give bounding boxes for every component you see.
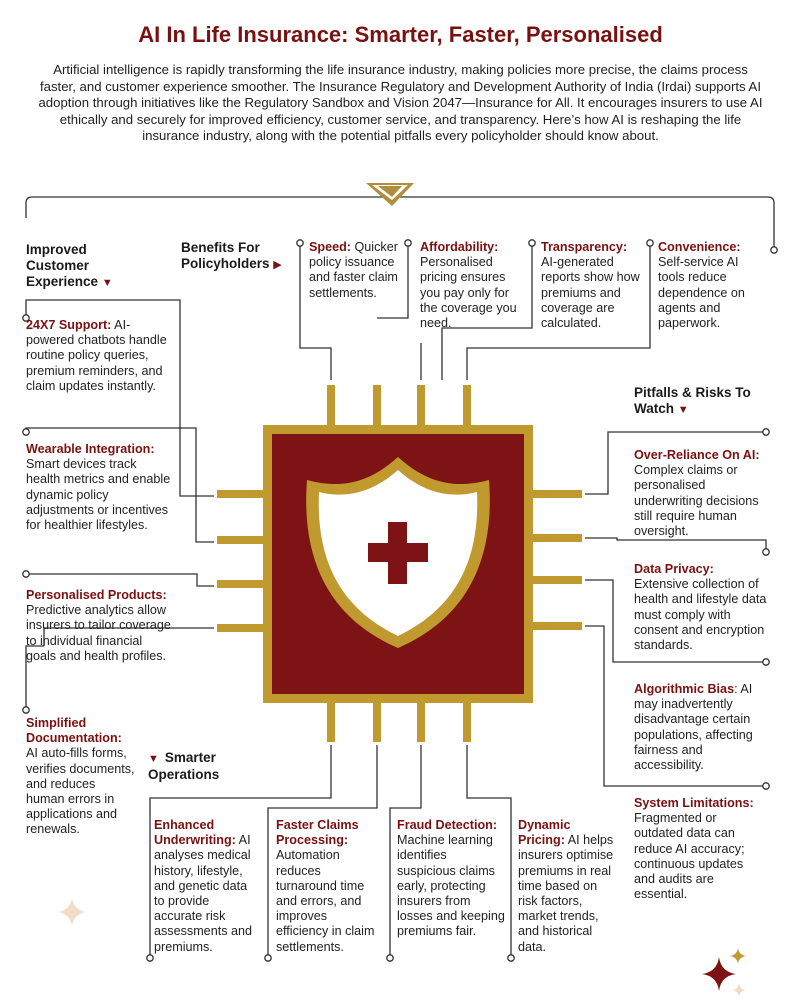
operation-pricing: Dynamic Pricing: AI helps insurers optimise premiums in real time based on risk factors, market trends, and historical data. xyxy=(518,818,614,954)
pitfall-algorithmic-bias: Algorithmic Bias: AI may inadvertently disadvantage certain populations, affecting fairness and accessibility. xyxy=(634,682,753,773)
customer-experience-heading: Improved Customer Experience ▼ xyxy=(26,242,113,289)
operation-fraud: Fraud Detection: Machine learning identifies suspicious claims early, protecting insurers from losses and keeping premiums fair. xyxy=(397,818,505,939)
page-title: AI In Life Insurance: Smarter, Faster, Personalised xyxy=(138,22,663,47)
benefit-convenience: Convenience: Self-service AI tools reduce dependence on agents and paperwork. xyxy=(658,240,745,331)
operation-underwriting: Enhanced Underwriting: AI analyses medical history, lifestyle, and genetic data to provide accurate risk assessments and premiums. xyxy=(154,818,253,954)
customer-wearable: Wearable Integration: Smart devices track health metrics and enable dynamic policy adjustments or incentives for healthier lifestyles. xyxy=(26,442,171,533)
shield-chip-icon xyxy=(263,425,533,703)
customer-documentation: Simplified Documentation: AI auto-fills forms, verifies documents, and reduces human errors in applications and renewals. xyxy=(26,716,135,837)
benefit-speed: Speed: Quicker policy issuance and faster claim settlements. xyxy=(309,240,398,300)
customer-support: 24X7 Support: AI-powered chatbots handle routine policy queries, premium reminders, and claim updates instantly. xyxy=(26,318,167,393)
sparkle-icon xyxy=(733,983,745,997)
triangle-arrow-icon: ▶ xyxy=(273,259,282,271)
triangle-arrow-icon: ▼ xyxy=(677,404,689,416)
pitfalls-heading: Pitfalls & Risks To Watch ▼ xyxy=(634,385,751,416)
operation-claims: Faster Claims Processing: Automation reduces turnaround time and errors, and improves efficiency in claim settlements. xyxy=(276,818,375,954)
pitfall-data-privacy: Data Privacy: Extensive collection of health and lifestyle data must comply with consent and encryption standards. xyxy=(634,562,767,653)
sparkle-icon xyxy=(702,957,736,991)
benefit-affordability: Affordability: Personalised pricing ensures you pay only for the coverage you need. xyxy=(420,240,517,331)
triangle-arrow-icon: ▼ xyxy=(148,753,159,765)
customer-personalised: Personalised Products: Predictive analytics allow insurers to tailor coverage to individual financial goals and health profiles. xyxy=(26,588,171,663)
triangle-arrow-icon: ▼ xyxy=(101,277,113,289)
intro-paragraph: Artificial intelligence is rapidly transforming the life insurance industry, making policies more precise, the claims process faster, and customer experience smoother. The Insurance Regulatory and Development Authority of India (Irdai) supports AI adoption through initiatives like the Regulatory Sandbox and Vision 2047—Insurance for All. It encourages insurers to use AI ethically and securely for improved efficiency, customer service, and transparency. Here’s how AI is reshaping the life insurance industry, along with the potential pitfalls every policyholder should know about. xyxy=(38,62,763,143)
benefits-heading: Benefits For Policyholders ▶ xyxy=(181,240,282,271)
sparkle-icon xyxy=(730,948,746,964)
operations-heading: ▼ Smarter Operations xyxy=(148,750,220,782)
pitfall-over-reliance: Over-Reliance On AI: Complex claims or personalised underwriting decisions still require human oversight. xyxy=(634,448,760,539)
benefit-transparency: Transparency: AI-generated reports show how premiums and coverage are calculated. xyxy=(541,240,640,331)
sparkle-icon xyxy=(58,898,86,926)
pitfall-system-limitations: System Limitations: Fragmented or outdated data can reduce AI accuracy; continuous updates and audits are essential. xyxy=(634,796,754,902)
